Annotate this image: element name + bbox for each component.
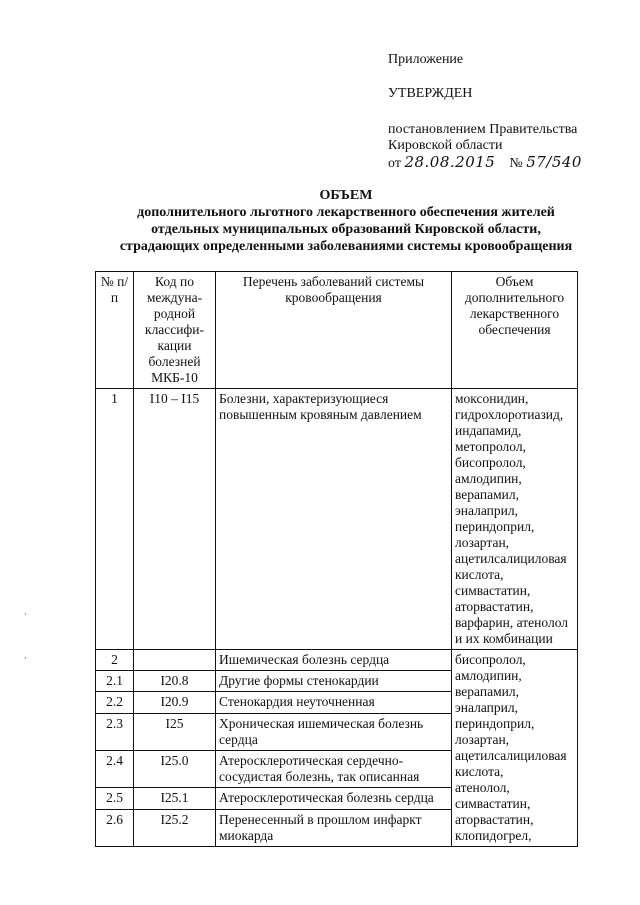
row-disease: Болезни, характеризующиеся повышенным кровяным давлением: [216, 389, 452, 650]
table-row: [96, 650, 578, 671]
title-line-4: страдающих определенными заболеваниями системы кровообращения: [119, 239, 573, 254]
title-line-2: дополнительного льготного лекарственного обеспечения жителей: [137, 205, 555, 220]
row-code: I25: [134, 713, 216, 750]
drug-item: периндоприл,: [455, 519, 535, 534]
row-num: 2.1: [96, 671, 134, 692]
drug-item: эналаприл,: [455, 700, 518, 715]
scan-specks: [24, 610, 27, 670]
drug-item: метопролол,: [455, 439, 526, 454]
drug-item: симвастатин,: [455, 796, 531, 811]
drug-item: периндоприл,: [455, 716, 535, 731]
drug-item: аторвастатин,: [455, 812, 534, 827]
drug-item: лозартан,: [455, 732, 510, 747]
row-num: 2.5: [96, 788, 134, 809]
drug-item: клопидогрел,: [455, 828, 532, 843]
drug-item: лозартан,: [455, 535, 510, 550]
drug-list-2: [452, 650, 578, 847]
drug-item: эналаприл,: [455, 503, 518, 518]
drug-item: амлодипин,: [455, 668, 522, 683]
table-header-row: [96, 272, 578, 389]
row-num: 2.4: [96, 750, 134, 787]
drug-item: кислота,: [455, 567, 504, 582]
decree-date-number: [388, 154, 582, 172]
row-disease: Другие формы стенокардии: [216, 671, 452, 692]
title-line-3: отдельных муниципальных образований Кировской области,: [151, 222, 541, 237]
approved-label: УТВЕРЖДЕН: [388, 86, 473, 101]
handwritten-number: 57/540: [526, 153, 582, 171]
drug-item: симвастатин,: [455, 583, 531, 598]
drug-list-1: [452, 389, 578, 650]
title-line-1: ОБЪЕМ: [319, 188, 373, 203]
appendix-label: Приложение: [388, 52, 464, 67]
decree-line-1: постановлением Правительства: [388, 122, 578, 137]
header-num: № п/п: [96, 272, 134, 389]
row-code: I20.8: [134, 671, 216, 692]
drug-item: верапамил,: [455, 684, 519, 699]
header-volume: Объем дополнительного лекарственного обеспечения: [452, 272, 578, 389]
drug-item: бисопролол,: [455, 455, 526, 470]
drug-item: бисопролол,: [455, 652, 526, 667]
row-num: 2.6: [96, 809, 134, 846]
row-disease: Хроническая ишемическая болезнь сердца: [216, 713, 452, 750]
document-header: [388, 52, 582, 172]
drug-item: атенолол,: [455, 780, 510, 795]
drug-item: гидрохлоротиазид,: [455, 407, 564, 422]
row-disease: Атеросклеротическая болезнь сердца: [216, 788, 452, 809]
header-diseases: Перечень заболеваний системы кровообращения: [216, 272, 452, 389]
row-code: I25.1: [134, 788, 216, 809]
drug-item: моксонидин,: [455, 391, 529, 406]
drug-item: кислота,: [455, 764, 504, 779]
row-disease: Перенесенный в прошлом инфаркт миокарда: [216, 809, 452, 846]
document-title: [96, 187, 596, 255]
row-num: 2.3: [96, 713, 134, 750]
row-code: I20.9: [134, 692, 216, 713]
drug-item: аторвастатин,: [455, 599, 534, 614]
row-disease: Стенокардия неуточненная: [216, 692, 452, 713]
row-num: 2: [96, 650, 134, 671]
row-code: I25.0: [134, 750, 216, 787]
row-code: [134, 650, 216, 671]
drug-item: верапамил,: [455, 487, 519, 502]
drug-item: индапамид,: [455, 423, 522, 438]
table-row: [96, 389, 578, 650]
decree-line-2: Кировской области: [388, 138, 503, 153]
row-num: 1: [96, 389, 134, 650]
drug-item: варфарин, атенолол: [455, 615, 569, 630]
row-code: I10 – I15: [134, 389, 216, 650]
drug-item: амлодипин,: [455, 471, 522, 486]
row-num: 2.2: [96, 692, 134, 713]
drug-item: ацетилсалициловая: [455, 748, 567, 763]
drug-item: ацетилсалициловая: [455, 551, 567, 566]
row-disease: Ишемическая болезнь сердца: [216, 650, 452, 671]
row-disease: Атеросклеротическая сердечно-сосудистая болезнь, так описанная: [216, 750, 452, 787]
diseases-table: [95, 271, 578, 847]
header-code: Код по междуна-родной классифи-кации болезней МКБ-10: [134, 272, 216, 389]
handwritten-date: 28.08.2015: [404, 153, 496, 171]
from-prefix: от: [388, 156, 401, 171]
number-prefix: №: [509, 156, 523, 171]
drug-item: и их комбинации: [455, 631, 553, 646]
row-code: I25.2: [134, 809, 216, 846]
